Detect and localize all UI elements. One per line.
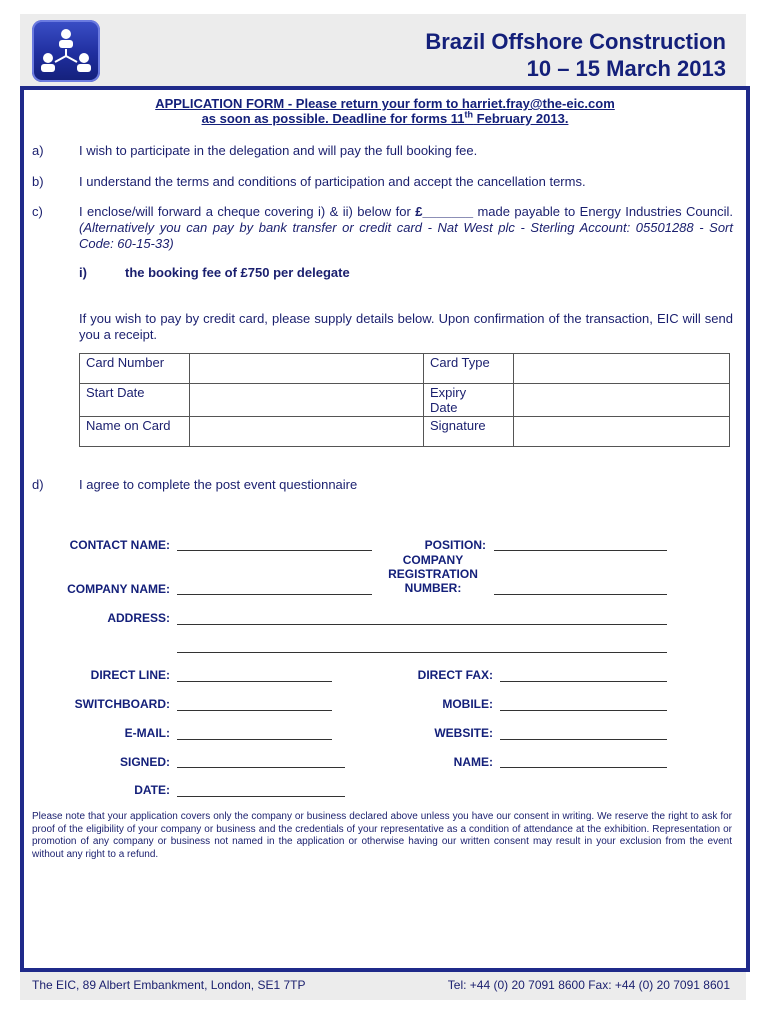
card-number-label: Card Number: [80, 354, 190, 384]
network-people-icon: [32, 20, 100, 82]
address-label: ADDRESS:: [107, 611, 170, 625]
position-label: POSITION:: [424, 538, 486, 552]
date-label: DATE:: [134, 783, 170, 797]
card-intro: If you wish to pay by credit card, please supply details below. Upon confirmation of the transaction, EIC will send you a receipt.: [79, 311, 733, 342]
direct-fax-field[interactable]: [500, 681, 667, 682]
start-date-label: Start Date: [80, 384, 190, 417]
card-type-input[interactable]: [514, 354, 730, 384]
start-date-input[interactable]: [190, 384, 424, 417]
company-name-field[interactable]: [177, 594, 372, 595]
email-label: E-MAIL:: [124, 726, 170, 740]
mobile-label: MOBILE:: [442, 697, 493, 711]
expiry-date-label: Expiry Date: [424, 384, 514, 417]
item-c-text: [79, 204, 733, 252]
position-field[interactable]: [494, 550, 667, 551]
page-title: [425, 28, 726, 82]
item-c-i-text: the booking fee of £750 per delegate: [125, 265, 350, 280]
item-c-letter: c): [32, 204, 43, 219]
card-type-label: Card Type: [424, 354, 514, 384]
address-field-line-2[interactable]: [177, 652, 667, 653]
item-d-text: I agree to complete the post event questionnaire: [79, 477, 358, 492]
website-label: WEBSITE:: [434, 726, 493, 740]
amount-blank[interactable]: £_______: [415, 204, 474, 219]
heading-deadline-text: as soon as possible. Deadline for forms 11: [201, 111, 465, 126]
contact-name-label: CONTACT NAME:: [69, 538, 170, 552]
item-c-post: made payable to Energy Industries Council.: [473, 204, 734, 219]
title-line-1: Brazil Offshore Construction: [425, 29, 726, 54]
name-label: NAME:: [453, 755, 493, 769]
item-c-pre: I enclose/will forward a cheque covering i) & ii) below for: [79, 204, 416, 219]
item-d-letter: d): [32, 477, 44, 492]
consent-note: Please note that your application covers only the company or business declared above unless you have our consent in writing. We reserve the right to ask for proof of the eligibility of your company or business and the credentials of your representative as a condition of attendance at the exhibition. Representation or promotion of any company or business not named in the application or otherwise having our written consent may result in your exclusion from the event without any right to a refund.: [32, 811, 732, 860]
card-details-table: [79, 353, 730, 447]
form-heading-line-2: [0, 111, 770, 126]
website-field[interactable]: [500, 739, 667, 740]
item-c-payment-details: (Alternatively you can pay by bank transfer or credit card - Nat West plc - Sterling Account: 05501288 - Sort Code: 60-15-33): [79, 220, 733, 251]
title-line-2: 10 – 15 March 2013: [526, 56, 726, 81]
email-field[interactable]: [177, 739, 332, 740]
item-c-i-num: i): [79, 265, 87, 280]
expiry-date-input[interactable]: [514, 384, 730, 417]
footer-phone: Tel: +44 (0) 20 7091 8600 Fax: +44 (0) 20 7091 8601: [447, 978, 730, 992]
heading-deadline-sup: th: [464, 109, 474, 120]
card-number-input[interactable]: [190, 354, 424, 384]
name-on-card-label: Name on Card: [80, 417, 190, 447]
heading-deadline-month: February 2013.: [473, 111, 569, 126]
item-b-letter: b): [32, 174, 44, 189]
item-b-text: I understand the terms and conditions of participation and accept the cancellation terms.: [79, 174, 586, 189]
item-a-text: I wish to participate in the delegation and will pay the full booking fee.: [79, 143, 478, 158]
direct-line-label: DIRECT LINE:: [90, 668, 170, 682]
form-heading-line-1: APPLICATION FORM - Please return your form to harriet.fray@the-eic.com: [155, 96, 615, 111]
address-field-line-1[interactable]: [177, 624, 667, 625]
signature-label: Signature: [424, 417, 514, 447]
direct-line-field[interactable]: [177, 681, 332, 682]
signed-label: SIGNED:: [119, 755, 170, 769]
company-reg-field[interactable]: [494, 594, 667, 595]
mobile-field[interactable]: [500, 710, 667, 711]
switchboard-field[interactable]: [177, 710, 332, 711]
name-on-card-input[interactable]: [190, 417, 424, 447]
date-field[interactable]: [177, 796, 345, 797]
signature-input[interactable]: [514, 417, 730, 447]
signed-field[interactable]: [177, 767, 345, 768]
company-reg-label: COMPANY REGISTRATION NUMBER:: [388, 553, 478, 595]
contact-name-field[interactable]: [177, 550, 372, 551]
footer-address: The EIC, 89 Albert Embankment, London, SE1 7TP: [32, 978, 306, 992]
switchboard-label: SWITCHBOARD:: [74, 697, 170, 711]
name-field[interactable]: [500, 767, 667, 768]
direct-fax-label: DIRECT FAX:: [417, 668, 493, 682]
company-name-label: COMPANY NAME:: [67, 582, 170, 596]
item-a-letter: a): [32, 143, 44, 158]
